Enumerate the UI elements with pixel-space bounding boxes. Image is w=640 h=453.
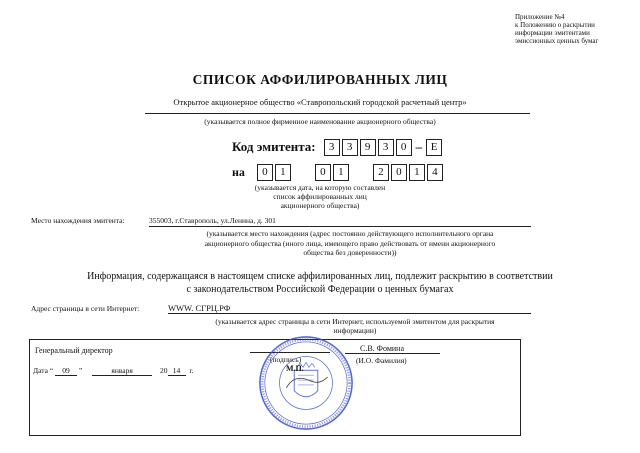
organization-name: Открытое акционерное общество «Ставропольский городской расчетный центр» xyxy=(173,97,467,107)
date-day-digit: 1 xyxy=(275,164,291,181)
date-day-digit: 0 xyxy=(257,164,273,181)
disclosure-notice xyxy=(0,270,640,296)
date-month-digit: 0 xyxy=(315,164,331,181)
signature-date-year-prefix: 20 xyxy=(160,366,168,375)
signer-position: Генеральный директор xyxy=(35,346,113,355)
report-date-month xyxy=(315,164,351,181)
issuer-code-digit: 3 xyxy=(342,139,358,156)
stamp-label: М.П. xyxy=(286,364,304,373)
report-date-year xyxy=(373,164,445,181)
report-date-hint-line: акционерного общества) xyxy=(280,201,360,210)
signature-date-month: января xyxy=(92,366,152,376)
issuer-code-cells xyxy=(324,139,414,156)
appendix-note-line: к Положению о раскрытии xyxy=(515,21,595,29)
date-year-digit: 2 xyxy=(373,164,389,181)
signature-date xyxy=(33,366,193,376)
website-hint-line: информации) xyxy=(333,326,377,335)
date-year-digit: 4 xyxy=(427,164,443,181)
appendix-note-line: Приложение №4 xyxy=(515,13,565,21)
report-date-hint-line: список аффилированных лиц xyxy=(273,192,367,201)
document-title: СПИСОК АФФИЛИРОВАННЫХ ЛИЦ xyxy=(192,72,448,87)
appendix-note xyxy=(515,13,633,45)
signature-hint: (подпись) xyxy=(270,355,302,364)
website-value[interactable]: WWW. СГРЦ.РФ xyxy=(168,303,231,313)
date-month-digit: 1 xyxy=(333,164,349,181)
organization-hint: (указывается полное фирменное наименование акционерного общества) xyxy=(204,117,436,126)
signature-date-year-suffix: 14 xyxy=(168,366,186,376)
location-hint-line: (указывается место нахождения (адрес постоянно действующего исполнительного органа xyxy=(206,229,494,238)
appendix-note-line: эмиссионных ценных бумаг xyxy=(515,37,599,45)
issuer-code-digit: 3 xyxy=(378,139,394,156)
location-underline xyxy=(149,226,531,227)
signature-date-year-unit: г. xyxy=(189,366,194,375)
signature-date-quote: ” xyxy=(78,366,83,375)
report-date-hint xyxy=(250,183,390,210)
location-label: Место нахождения эмитента: xyxy=(31,216,125,225)
disclosure-line: Информация, содержащаяся в настоящем списке аффилированных лиц, подлежит раскрытию в соответствии xyxy=(87,271,553,282)
website-hint-line: (указывается адрес страницы в сети Интернет, используемой эмитентом для раскрытия xyxy=(215,317,495,326)
organization-underline xyxy=(145,113,530,114)
date-year-digit: 0 xyxy=(391,164,407,181)
issuer-code-dash: – xyxy=(415,139,423,154)
location-hint-line: общества без доверенности)) xyxy=(303,248,397,257)
issuer-code-suffix: E xyxy=(426,139,442,156)
location-value: 355003, г.Ставрополь, ул.Ленина, д. 301 xyxy=(149,216,276,225)
website-underline xyxy=(168,313,531,314)
signature-date-day: 09 xyxy=(55,366,77,376)
website-label: Адрес страницы в сети Интернет: xyxy=(31,304,140,313)
issuer-code-label: Код эмитента: xyxy=(232,139,316,154)
location-hint xyxy=(165,229,535,258)
signature-date-prefix: Дата “ xyxy=(33,366,54,375)
report-date-hint-line: (указывается дата, на которую составлен xyxy=(254,183,386,192)
issuer-code-digit: 0 xyxy=(396,139,412,156)
issuer-code-digit: 3 xyxy=(324,139,340,156)
appendix-note-line: информации эмитентами xyxy=(515,29,590,37)
issuer-code-row xyxy=(232,137,444,157)
issuer-code-digit: 9 xyxy=(360,139,376,156)
signer-name-hint: (И.О. Фамилия) xyxy=(356,356,407,365)
signer-name: С.В. Фомина xyxy=(360,344,405,353)
location-hint-line: акционерного общества (иного лица, имеющего право действовать от имени акционерного xyxy=(204,238,496,248)
report-date-row xyxy=(232,163,445,181)
round-seal-stamp xyxy=(257,334,355,432)
report-date-day xyxy=(257,164,293,181)
date-year-digit: 1 xyxy=(409,164,425,181)
signer-name-underline xyxy=(345,353,440,354)
website-hint xyxy=(175,317,535,335)
report-date-label: на xyxy=(232,164,245,179)
disclosure-line: с законодательством Российской Федерации о ценных бумагах xyxy=(186,284,454,295)
